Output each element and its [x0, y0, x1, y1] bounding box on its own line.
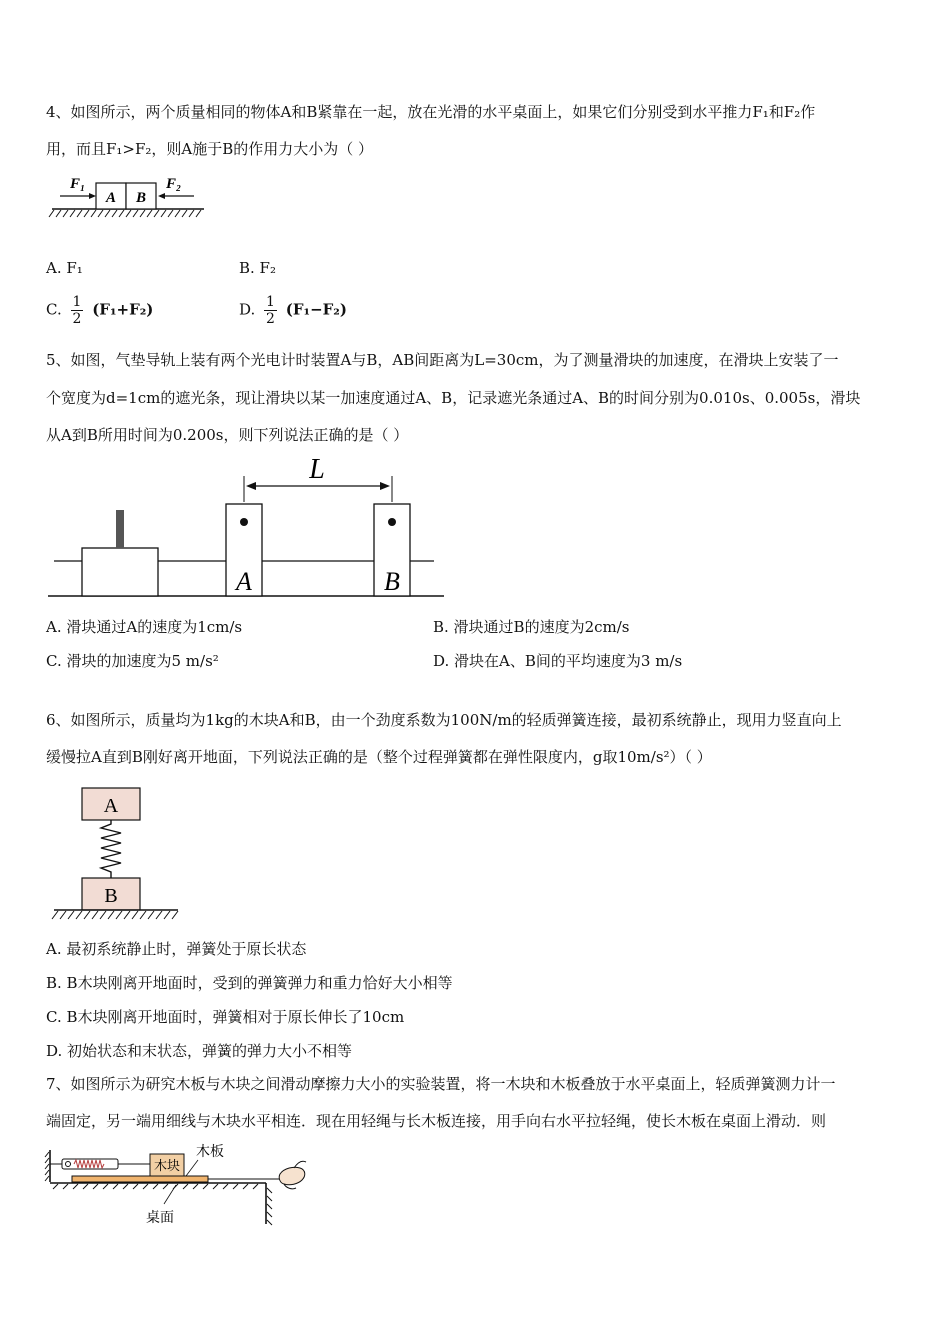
q5-option-d[interactable]: D. 滑块在A、B间的平均速度为3 m/s: [433, 652, 683, 670]
q4-option-d[interactable]: [239, 294, 347, 327]
q5-option-a[interactable]: A. 滑块通过A的速度为1cm/s: [46, 618, 243, 636]
q4-label-f1: F₁: [70, 176, 86, 192]
q7-hand-icon: [279, 1161, 306, 1189]
q4-option-c[interactable]: [46, 294, 153, 327]
q6-figure: [50, 786, 182, 926]
q7-label-block: 木块: [153, 1158, 181, 1173]
q7-stem-line-2: 端固定，另一端用细线与木块水平相连．现在用轻绳与长木板连接，用手向右水平拉轻绳，使长木板在桌面上滑动．则: [46, 1112, 827, 1130]
q5-option-c[interactable]: C. 滑块的加速度为5 m/s²: [46, 652, 219, 670]
q6-stem-line-2: 缓慢拉A直到B刚好离开地面，下列说法正确的是（整个过程弹簧都在弹性限度内，g取10m/s²）（ ）: [46, 748, 712, 766]
q6-option-a[interactable]: A. 最初系统静止时，弹簧处于原长状态: [46, 940, 307, 958]
q6-stem-line-1: 6、如图所示，质量均为1kg的木块A和B，由一个劲度系数为100N/m的轻质弹簧连接，最初系统静止，现用力竖直向上: [46, 711, 842, 729]
q5-label-l: L: [309, 454, 325, 485]
q5-stem-line-2: 个宽度为d=1cm的遮光条，现让滑块以某一加速度通过A、B，记录遮光条通过A、B的时间分别为0.010s、0.005s，滑块: [46, 389, 861, 407]
q4-option-d-prefix: D.: [239, 300, 256, 319]
q4-label-f2: F₂: [166, 176, 182, 192]
q5-label-b: B: [384, 567, 400, 596]
q7-label-board: 木板: [196, 1145, 224, 1160]
q4-option-b[interactable]: B. F₂: [239, 259, 276, 277]
q5-slider: [82, 548, 158, 596]
q4-option-c-prefix: C.: [46, 300, 62, 319]
q5-stem-line-1: 5、如图，气垫导轨上装有两个光电计时装置A与B，AB间距离为L=30cm，为了测量滑块的加速度，在滑块上安装了一: [46, 351, 839, 369]
q5-option-b[interactable]: B. 滑块通过B的速度为2cm/s: [433, 618, 630, 636]
q4-label-a: A: [105, 190, 117, 206]
q4-stem-line-1: 4、如图所示，两个质量相同的物体A和B紧靠在一起，放在光滑的水平桌面上，如果它们分别受到水平推力F₁和F₂作: [46, 103, 816, 121]
q7-stem-line-1: 7、如图所示为研究木板与木块之间滑动摩擦力大小的实验装置，将一木块和木板叠放于水平桌面上，轻质弹簧测力计一: [46, 1075, 836, 1093]
q4-option-c-expr: (F₁+F₂): [92, 300, 154, 319]
q5-label-a: A: [236, 567, 252, 596]
q4-label-b: B: [135, 190, 147, 206]
q6-option-c[interactable]: C. B木块刚离开地面时，弹簧相对于原长伸长了10cm: [46, 1008, 405, 1026]
q7-board: [72, 1176, 208, 1182]
q7-figure: [44, 1138, 316, 1230]
q4-figure: [48, 172, 208, 224]
q4-option-d-fraction: $\frac{1}{2}$: [266, 294, 275, 327]
q6-spring: [101, 820, 121, 878]
q4-option-c-fraction: $\frac{1}{2}$: [72, 294, 82, 327]
q5-figure: [46, 452, 446, 602]
q4-option-d-expr: (F₁−F₂): [285, 300, 347, 319]
q6-label-b: B: [104, 885, 118, 907]
q5-shading-strip: [116, 510, 124, 548]
q7-label-table: 桌面: [146, 1211, 174, 1226]
q6-label-a: A: [103, 795, 119, 817]
q4-option-a[interactable]: A. F₁: [46, 259, 83, 277]
q5-stem-line-3: 从A到B所用时间为0.200s，则下列说法正确的是（ ）: [46, 426, 409, 444]
q6-option-b[interactable]: B. B木块刚离开地面时，受到的弹簧弹力和重力恰好大小相等: [46, 974, 453, 992]
q4-stem-line-2: 用，而且F₁>F₂，则A施于B的作用力大小为（ ）: [46, 140, 374, 158]
q6-option-d[interactable]: D. 初始状态和末状态，弹簧的弹力大小不相等: [46, 1042, 353, 1060]
